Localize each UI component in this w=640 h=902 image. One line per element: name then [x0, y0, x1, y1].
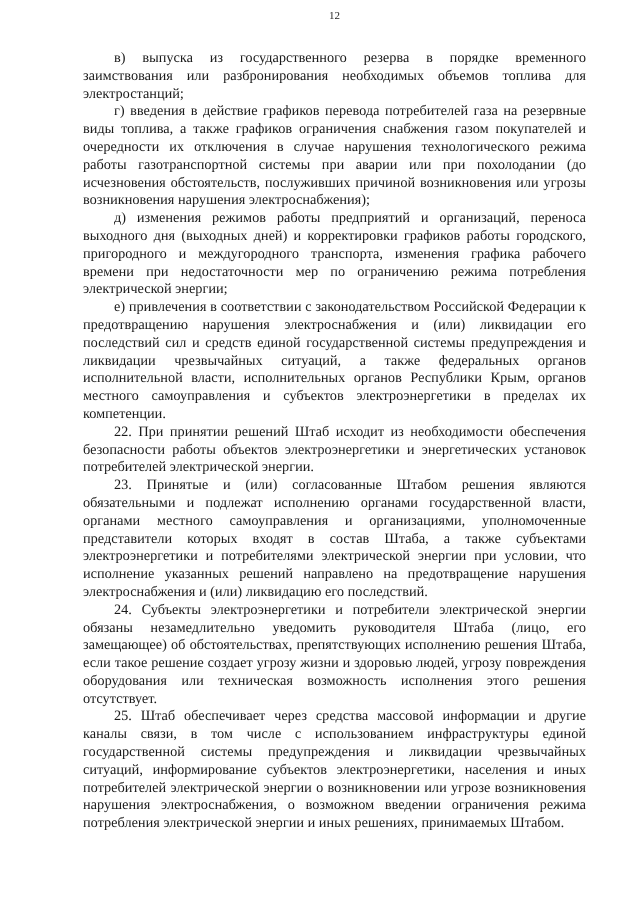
paragraph-subitem-v: в) выпуска из государственного резерва в порядке временного заимствования или разбронирования необходимых объемов топлива для электростанций;	[83, 50, 586, 102]
paragraph-item-25: 25. Штаб обеспечивает через средства массовой информации и другие каналы связи, в том числе с использованием инфраструктуры единой государственной системы предупреждения и ликвидации чрезвычайных ситуаций, информирование субъектов электроэнергетики, населения и иных потребителей электрической энергии о возникновении или угрозе возникновения нарушения электроснабжения, о возможном введении ограничения режима потребления электрической энергии и иных решениях, принимаемых Штабом.	[83, 708, 586, 832]
paragraph-item-24: 24. Субъекты электроэнергетики и потребители электрической энергии обязаны незамедлительно уведомить руководителя Штаба (лицо, его замещающее) об обстоятельствах, препятствующих исполнению решения Штаба, если такое решение создает угрозу жизни и здоровью людей, угрозу повреждения оборудования или техническая возможность исполнения этого решения отсутствует.	[83, 601, 586, 707]
paragraph-subitem-d: д) изменения режимов работы предприятий и организаций, переноса выходного дня (выходных дней) и корректировки графиков работы городского, пригородного и междугородного транспорта, изменения графика рабочего времени при недостаточности мер по ограничению режима потребления электрической энергии;	[83, 210, 586, 298]
paragraph-item-23: 23. Принятые и (или) согласованные Штабом решения являются обязательными и подлежат исполнению органами государственной власти, органами местного самоуправления и организациями, уполномоченные представители которых входят в состав Штаба, а также субъектами электроэнергетики и потребителями электрической энергии при условии, что исполнение указанных решений направлено на предотвращение нарушения электроснабжения и (или) ликвидацию его последствий.	[83, 477, 586, 600]
paragraph-subitem-e: е) привлечения в соответствии с законодательством Российской Федерации к предотвращению нарушения электроснабжения и (или) ликвидации его последствий сил и средств единой государственной системы предупреждения и ликвидации чрезвычайных ситуаций, а также федеральных органов исполнительной власти, исполнительных органов Республики Крым, органов местного самоуправления и субъектов электроэнергетики в пределах их компетенции.	[83, 299, 586, 422]
page-number: 12	[329, 10, 340, 22]
paragraph-item-22: 22. При принятии решений Штаб исходит из необходимости обеспечения безопасности работы объектов электроэнергетики и энергетических установок потребителей электрической энергии.	[83, 423, 586, 476]
paragraph-subitem-g: г) введения в действие графиков перевода потребителей газа на резервные виды топлива, а также графиков ограничения снабжения газом покупателей и очередности их отключения в случае нарушения технологического режима работы газотранспортной системы при аварии или при похолодании (до исчезновения обстоятельств, послуживших причиной возникновения или угрозы возникновения нарушения электроснабжения);	[83, 103, 586, 209]
